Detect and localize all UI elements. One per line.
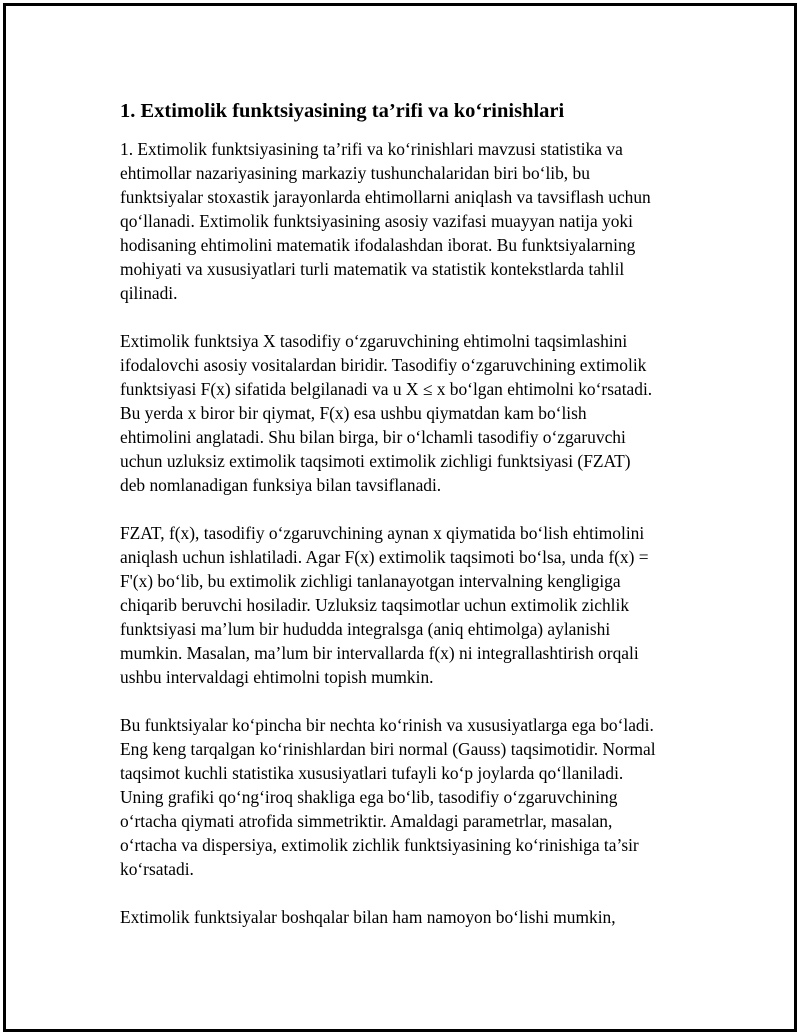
text-line: ushbu intervaldagi ehtimolni topish mumkin. — [120, 667, 434, 687]
text-line: mohiyati va xususiyatlari turli matematik va statistik kontekstlarda tahlil — [120, 259, 625, 279]
text-line: ifodalovchi asosiy vositalardan biridir. Tasodifiy o‘zgaruvchining extimolik — [120, 355, 647, 375]
text-line: qo‘llanadi. Extimolik funktsiyasining asosiy vazifasi muayyan natija yoki — [120, 211, 633, 231]
text-line: FZAT, f(x), tasodifiy o‘zgaruvchining aynan x qiymatida bo‘lish ehtimolini — [120, 523, 645, 543]
document-body — [120, 98, 680, 953]
text-line: Uning grafiki qo‘ng‘iroq shakliga ega bo‘lib, tasodifiy o‘zgaruvchining — [120, 787, 618, 807]
text-line: ehtimolini anglatadi. Shu bilan birga, bir o‘lchamli tasodifiy o‘zgaruvchi — [120, 427, 626, 447]
text-line: 1. Extimolik funktsiyasining ta’rifi va ko‘rinishlari mavzusi statistika va — [120, 139, 623, 159]
text-line: Extimolik funktsiyalar boshqalar bilan ham namoyon bo‘lishi mumkin, — [120, 907, 616, 927]
text-line: mumkin. Masalan, ma’lum bir intervallarda f(x) ni integrallashtirish orqali — [120, 643, 639, 663]
text-line: uchun uzluksiz extimolik taqsimoti extimolik zichligi funktsiyasi (FZAT) — [120, 451, 631, 471]
text-line: hodisaning ehtimolini matematik ifodalashdan iborat. Bu funktsiyalarning — [120, 235, 636, 255]
text-line: taqsimot kuchli statistika xususiyatlari tufayli ko‘p joylarda qo‘llaniladi. — [120, 763, 624, 783]
paragraph-2 — [120, 329, 680, 497]
text-line: Eng keng tarqalgan ko‘rinishlardan biri normal (Gauss) taqsimotidir. Normal — [120, 739, 656, 759]
text-line: o‘rtacha va dispersiya, extimolik zichlik funktsiyasining ko‘rinishiga ta’sir — [120, 835, 639, 855]
paragraph-5 — [120, 905, 680, 929]
section-heading: 1. Extimolik funktsiyasining ta’rifi va ko‘rinishlari — [120, 100, 565, 122]
text-line: qilinadi. — [120, 283, 178, 303]
text-line: o‘rtacha qiymati atrofida simmetriktir. Amaldagi parametrlar, masalan, — [120, 811, 613, 831]
paragraph-1 — [120, 137, 680, 305]
text-line: F'(x) bo‘lib, bu extimolik zichligi tanlanayotgan intervalning kengligiga — [120, 571, 621, 591]
text-line: Bu yerda x biror bir qiymat, F(x) esa ushbu qiymatdan kam bo‘lish — [120, 403, 587, 423]
text-line: ehtimollar nazariyasining markaziy tushunchalaridan biri bo‘lib, bu — [120, 163, 590, 183]
text-line: chiqarib beruvchi hosiladir. Uzluksiz taqsimotlar uchun extimolik zichlik — [120, 595, 630, 615]
text-line: funktsiyalar stoxastik jarayonlarda ehtimollarni aniqlash va tavsiflash uchun — [120, 187, 651, 207]
paragraph-3 — [120, 521, 680, 689]
text-line: deb nomlanadigan funksiya bilan tavsiflanadi. — [120, 475, 442, 495]
text-line: funktsiyasi F(x) sifatida belgilanadi va u X ≤ x bo‘lgan ehtimolni ko‘rsatadi. — [120, 379, 653, 399]
text-line: ko‘rsatadi. — [120, 859, 194, 879]
paragraph-4 — [120, 713, 680, 881]
text-line: funktsiyasi ma’lum bir hududda integralsga (aniq ehtimolga) aylanishi — [120, 619, 611, 639]
text-line: Extimolik funktsiya X tasodifiy o‘zgaruvchining ehtimolni taqsimlashini — [120, 331, 628, 351]
text-line: aniqlash uchun ishlatiladi. Agar F(x) extimolik taqsimoti bo‘lsa, unda f(x) = — [120, 547, 649, 567]
text-line: Bu funktsiyalar ko‘pincha bir nechta ko‘rinish va xususiyatlarga ega bo‘ladi. — [120, 715, 654, 735]
page-frame — [3, 3, 797, 1032]
